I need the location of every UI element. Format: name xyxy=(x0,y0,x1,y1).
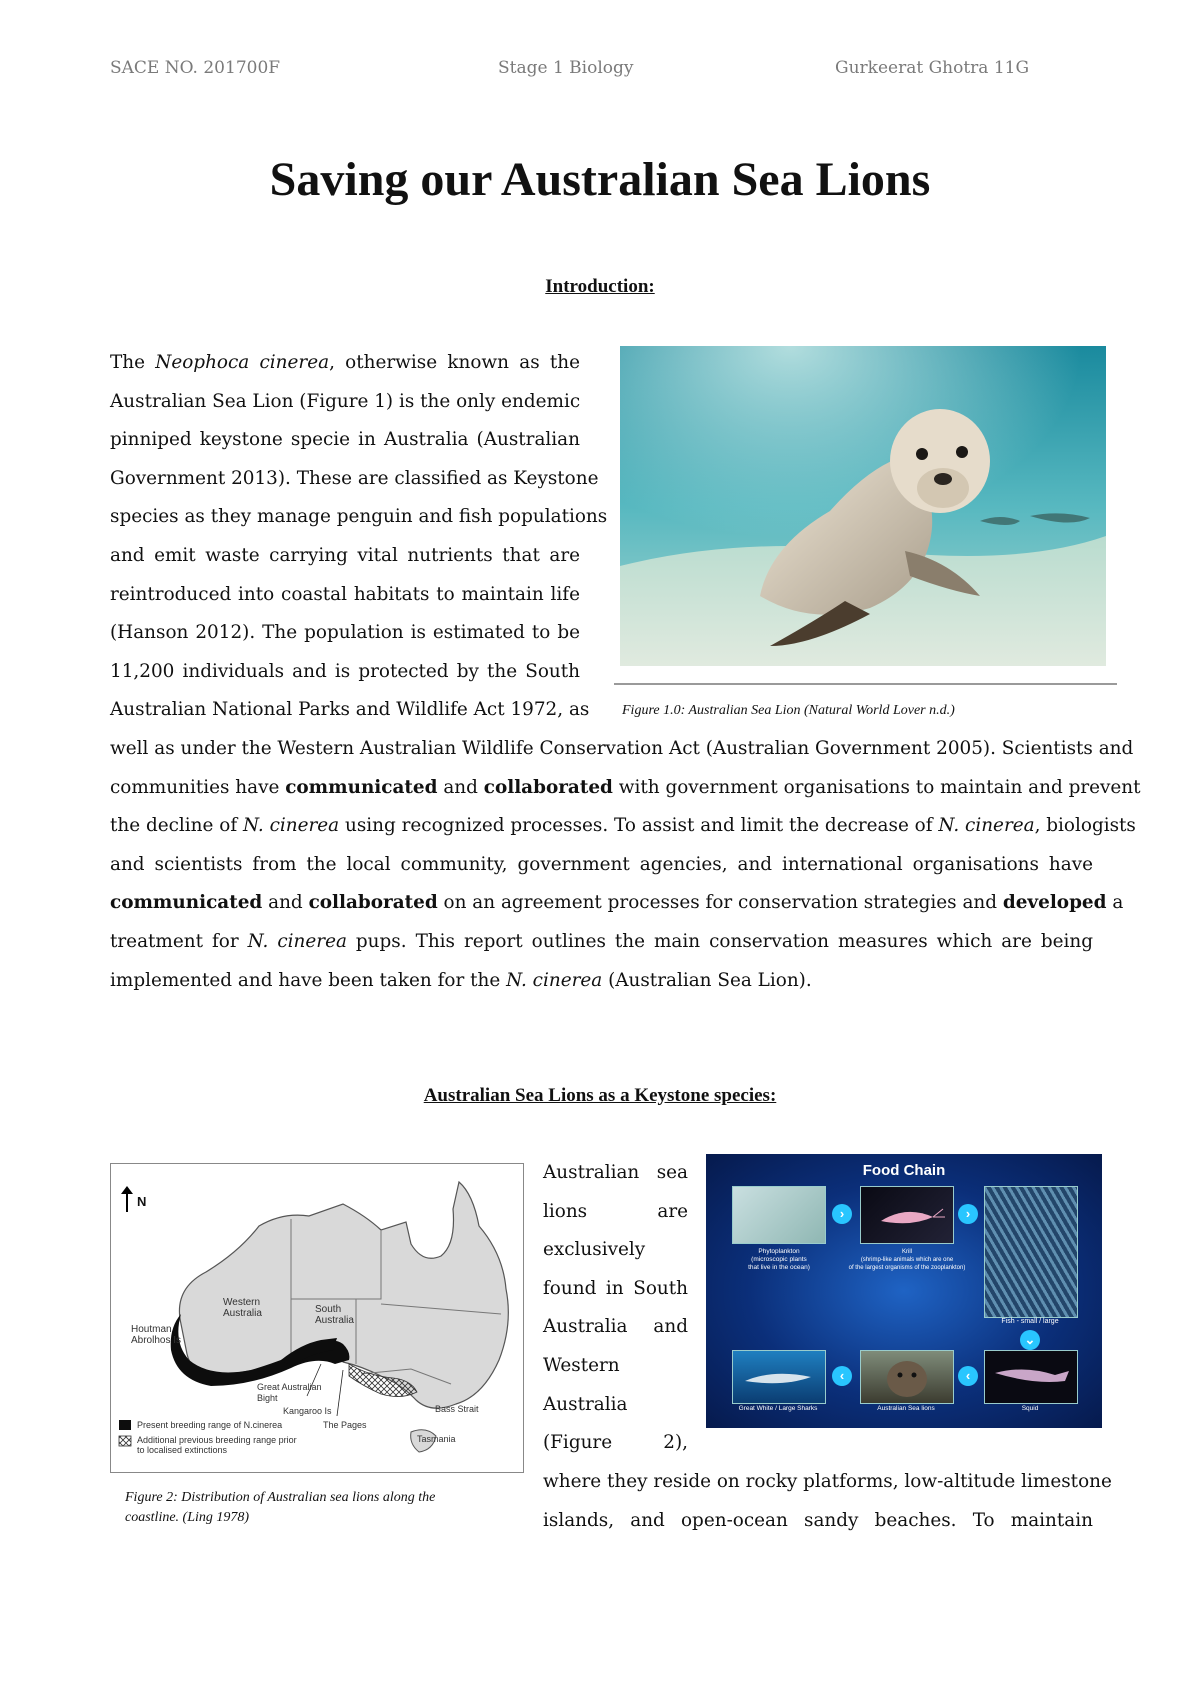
page-title: Saving our Australian Sea Lions xyxy=(269,153,931,206)
text-line: exclusively xyxy=(543,1239,646,1261)
text-line: Australia xyxy=(543,1393,628,1415)
text-line: communities have communicated and collaborated with government organisations to maintain and prevent xyxy=(110,776,1141,798)
shark-label: Great White / Large Sharks xyxy=(738,1405,818,1412)
text-line: islands, and open-ocean sandy beaches. To maintain xyxy=(543,1509,1093,1531)
map-label-tasmania: Tasmania xyxy=(417,1434,456,1444)
map-label-bight: Great Australian Bight xyxy=(257,1382,322,1403)
text-line: Australian Sea Lion (Figure 1) is the only endemic xyxy=(110,390,581,412)
distribution-map xyxy=(110,1163,524,1473)
text-line: reintroduced into coastal habitats to maintain life xyxy=(110,583,580,605)
text-line: (Hanson 2012). The population is estimated to be xyxy=(110,622,580,644)
map-legend-previous: Additional previous breeding range prior to localised extinctions xyxy=(137,1435,297,1455)
squid-label: Squid xyxy=(1021,1405,1039,1412)
text-line: Australian sea xyxy=(543,1162,688,1183)
text-line: lions are xyxy=(543,1200,688,1222)
text-line: well as under the Western Australian Wildlife Conservation Act (Australian Government 2005). Scientists and xyxy=(110,738,1134,759)
map-label-sa: South Australia xyxy=(315,1304,354,1326)
figure2-caption-line: Figure 2: Distribution of Australian sea lions along the xyxy=(125,1490,436,1505)
intro-paragraph-wide xyxy=(110,730,1141,1000)
arrow-right-icon: › xyxy=(958,1204,978,1224)
fish-image xyxy=(984,1186,1078,1318)
text-line: pinniped keystone specie in Australia (Australian xyxy=(110,429,580,451)
figure2-caption-line: coastline. (Ling 1978) xyxy=(125,1510,250,1525)
header-sace-number: SACE NO. 201700F xyxy=(110,58,281,78)
text-line: communicated and collaborated on an agreement processes for conservation strategies and developed a xyxy=(110,892,1124,914)
intro-heading: Introduction: xyxy=(545,276,655,297)
text-line: found in South xyxy=(543,1277,688,1299)
krill-label: Krill (shrimp-like animals which are one of the largest organisms of the zooplankton) xyxy=(848,1249,966,1271)
text-line: the decline of N. cinerea using recognized processes. To assist and limit the decrease of N. cinerea, biologists xyxy=(110,815,1136,837)
text-line: Government 2013). These are classified as Keystone xyxy=(110,467,599,489)
text-line: Australian National Parks and Wildlife Act 1972, as xyxy=(110,699,590,721)
phytoplankton-label: Phytoplankton (microscopic plants that live in the ocean) xyxy=(748,1248,810,1271)
keystone-column-text xyxy=(543,1154,688,1463)
map-label-bass: Bass Strait xyxy=(435,1404,479,1414)
north-label: N xyxy=(137,1194,147,1209)
sea-lion-photo xyxy=(620,346,1106,666)
text-line: The Neophoca cinerea, otherwise known as the xyxy=(110,352,580,373)
map-label-pages: The Pages xyxy=(323,1420,367,1430)
text-line: Australia and xyxy=(543,1316,688,1338)
text-line: and emit waste carrying vital nutrients that are xyxy=(110,544,580,566)
text-line: where they reside on rocky platforms, low-altitude limestone xyxy=(543,1471,1112,1492)
krill-image xyxy=(860,1186,954,1244)
text-line: species as they manage penguin and fish populations xyxy=(110,506,608,528)
figure-divider xyxy=(614,683,1117,685)
arrow-down-icon: ⌄ xyxy=(1020,1330,1040,1350)
fish-label: Fish - small / large xyxy=(1001,1318,1059,1325)
keystone-heading: Australian Sea Lions as a Keystone species: xyxy=(423,1085,777,1106)
sealion-image xyxy=(860,1350,954,1404)
figure2-caption xyxy=(125,1488,435,1528)
map-label-houtman: Houtman Abrolhos Is xyxy=(131,1324,182,1346)
shark-image xyxy=(732,1350,826,1404)
phytoplankton-image xyxy=(732,1186,826,1244)
keystone-wide-text xyxy=(543,1463,1112,1540)
figure1-caption: Figure 1.0: Australian Sea Lion (Natural World Lover n.d.) xyxy=(622,703,955,718)
header-subject: Stage 1 Biology xyxy=(498,58,634,78)
intro-paragraph-narrow xyxy=(110,344,608,730)
text-line: (Figure 2), xyxy=(543,1432,688,1454)
text-line: and scientists from the local community, government agencies, and international organisations have xyxy=(110,853,1093,875)
text-line: treatment for N. cinerea pups. This report outlines the main conservation measures which are being xyxy=(110,930,1093,952)
map-label-wa: Western Australia xyxy=(223,1297,262,1319)
food-chain-title: Food Chain xyxy=(862,1162,946,1179)
food-chain-figure xyxy=(706,1154,1102,1428)
squid-image xyxy=(984,1350,1078,1404)
map-legend-present: Present breeding range of N.cinerea xyxy=(137,1420,283,1430)
arrow-left-icon: ‹ xyxy=(832,1366,852,1386)
sealion-label: Australian Sea lions xyxy=(877,1405,935,1412)
text-line: 11,200 individuals and is protected by the South xyxy=(110,660,580,682)
text-line: Western xyxy=(543,1354,620,1376)
arrow-left-icon: ‹ xyxy=(958,1366,978,1386)
text-line: implemented and have been taken for the N. cinerea (Australian Sea Lion). xyxy=(110,969,812,991)
map-label-kangaroo: Kangaroo Is xyxy=(283,1406,332,1416)
arrow-right-icon: › xyxy=(832,1204,852,1224)
header-author: Gurkeerat Ghotra 11G xyxy=(835,58,1030,78)
